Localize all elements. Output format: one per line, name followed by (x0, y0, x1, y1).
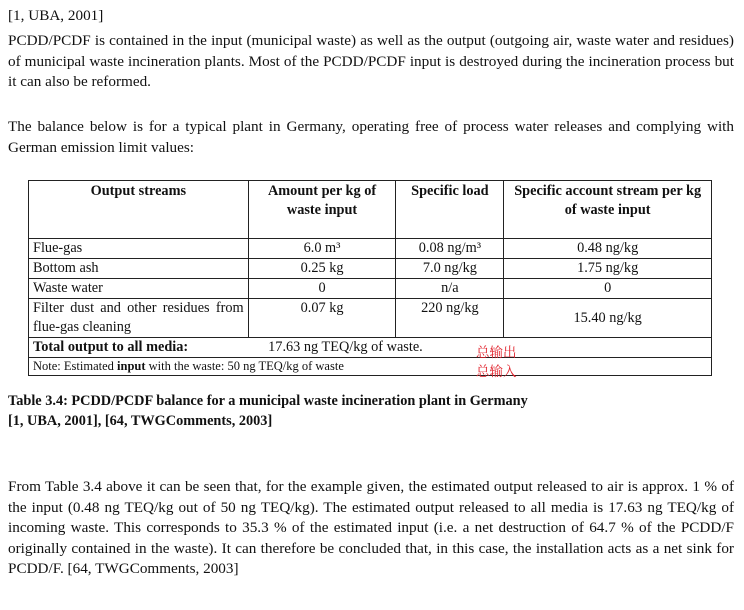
header-specific-load: Specific load (396, 181, 504, 239)
cell-stream: Waste water (29, 279, 249, 299)
table-row (29, 299, 712, 338)
paragraph-balance-intro: The balance below is for a typical plant in Germany, operating free of process water releases and complying with German emission limit values: (8, 118, 734, 156)
total-value: 17.63 ng TEQ/kg of waste. (248, 338, 711, 358)
cell-load: 7.0 ng/kg (396, 259, 504, 279)
header-amount: Amount per kg of waste input (248, 181, 396, 239)
cell-account: 0.48 ng/kg (504, 239, 712, 259)
table-row (29, 279, 712, 299)
table-caption (8, 392, 734, 431)
annotation-total-output: 总输出 (476, 345, 517, 361)
pcdd-balance-table (28, 180, 712, 376)
cell-load: 0.08 ng/m³ (396, 239, 504, 259)
note-suffix: with the waste: 50 ng TEQ/kg of waste (145, 359, 344, 373)
cell-stream: Bottom ash (29, 259, 249, 279)
cell-amount: 6.0 m³ (248, 239, 396, 259)
table-note (29, 358, 712, 376)
table-row (29, 259, 712, 279)
header-output-streams: Output streams (29, 181, 249, 239)
cell-stream: Flue-gas (29, 239, 249, 259)
note-bold: input (117, 359, 146, 373)
table-note-row (29, 358, 712, 376)
cell-amount: 0 (248, 279, 396, 299)
table-total-row (29, 338, 712, 358)
caption-line-2: [1, UBA, 2001], [64, TWGComments, 2003] (8, 412, 273, 429)
header-specific-account-stream: Specific account stream per kg of waste input (504, 181, 712, 239)
reference-citation: [1, UBA, 2001] (8, 7, 104, 24)
total-label: Total output to all media: (29, 338, 249, 358)
note-prefix: Note: Estimated (33, 359, 118, 373)
paragraph-conclusion: From Table 3.4 above it can be seen that, for the example given, the estimated output released to air is approx. 1 % of the input (0.48 ng TEQ/kg out of 50 ng TEQ/kg). The estimated output released to all media is 17.63 ng TEQ/kg of incoming waste. This corresponds to 35.3 % of the estimated input (i.e. a net destruction of 64.7 % of the PCDD/F originally contained in the waste). It can therefore be concluded that, in this case, the installation acts as a net sink for PCDD/F. [64, TWGComments, 2003] (8, 478, 734, 577)
caption-line-1: Table 3.4: PCDD/PCDF balance for a municipal waste incineration plant in Germany (8, 393, 528, 409)
cell-stream: Filter dust and other residues from flue-gas cleaning (29, 299, 249, 338)
cell-load: 220 ng/kg (396, 299, 504, 338)
table-header-row (29, 181, 712, 239)
paragraph-pcdd-content: PCDD/PCDF is contained in the input (municipal waste) as well as the output (outgoing air, waste water and residues) of municipal waste incineration plants. Most of the PCDD/PCDF input is destroyed during the incineration process but it can also be reformed. (8, 32, 734, 90)
cell-account: 1.75 ng/kg (504, 259, 712, 279)
table-row (29, 239, 712, 259)
cell-amount: 0.07 kg (248, 299, 396, 338)
cell-amount: 0.25 kg (248, 259, 396, 279)
cell-account: 0 (504, 279, 712, 299)
annotation-total-input: 总输入 (476, 364, 517, 380)
cell-account: 15.40 ng/kg (504, 299, 712, 338)
cell-load: n/a (396, 279, 504, 299)
